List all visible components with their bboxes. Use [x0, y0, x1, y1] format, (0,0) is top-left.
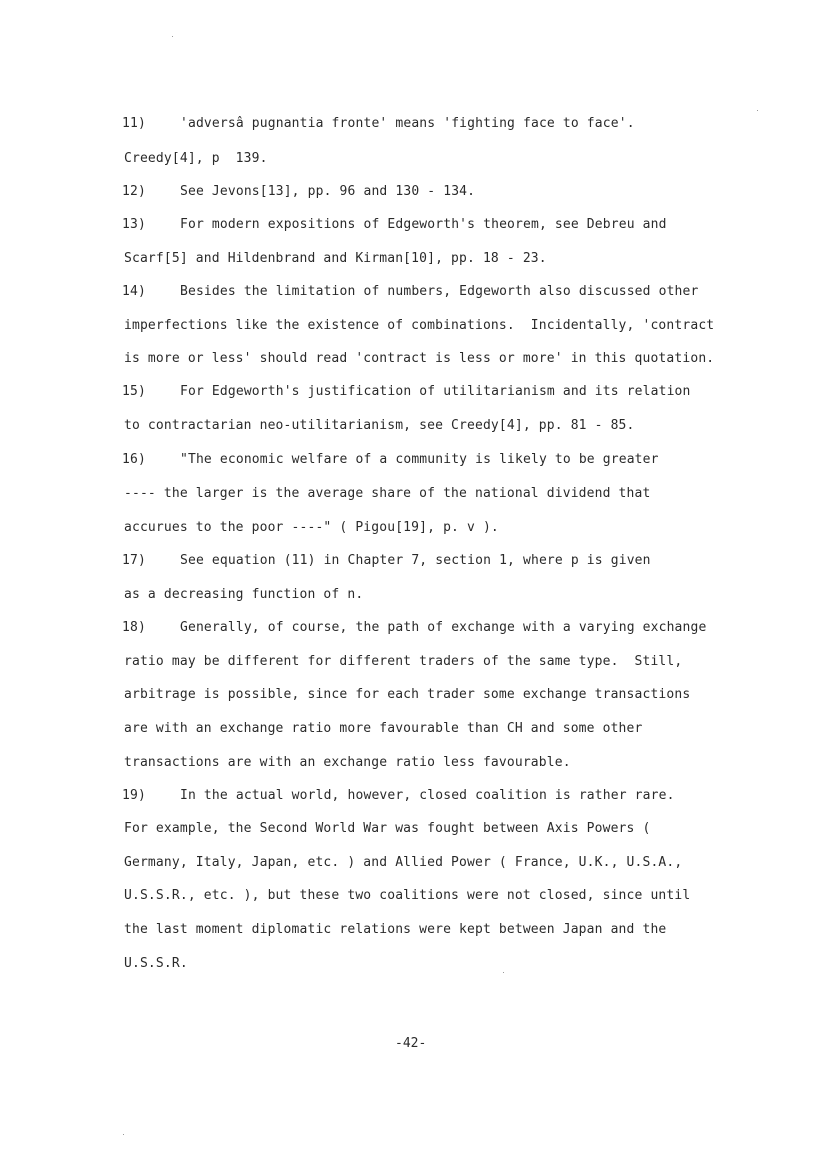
note-18-line-2: ratio may be different for different traders of the same type. Still,	[124, 654, 683, 669]
note-number: 11)	[122, 116, 146, 131]
note-number: 12)	[122, 184, 146, 199]
note-12-line-1	[122, 184, 475, 200]
note-text: 'adversâ pugnantia fronte' means 'fighting face to face'.	[180, 116, 635, 131]
note-18-line-4: are with an exchange ratio more favourable than CH and some other	[124, 721, 643, 736]
note-text: Besides the limitation of numbers, Edgeworth also discussed other	[180, 284, 699, 299]
note-number: 13)	[122, 217, 146, 232]
note-text: See Jevons[13], pp. 96 and 130 - 134.	[180, 184, 476, 199]
note-13-line-1	[122, 217, 667, 233]
note-19-line-5: the last moment diplomatic relations were kept between Japan and the	[124, 922, 667, 937]
note-14-line-1	[122, 284, 698, 300]
note-text: For modern expositions of Edgeworth's theorem, see Debreu and	[180, 217, 667, 232]
note-18-line-5: transactions are with an exchange ratio less favourable.	[124, 755, 571, 770]
note-number: 16)	[122, 452, 146, 467]
note-18-line-3: arbitrage is possible, since for each trader some exchange transactions	[124, 687, 691, 702]
note-number: 18)	[122, 620, 146, 635]
note-11-line-1	[122, 116, 635, 132]
note-text: In the actual world, however, closed coalition is rather rare.	[180, 788, 675, 803]
note-11-line-2: Creedy[4], p 139.	[124, 151, 268, 166]
note-17-line-1	[122, 553, 651, 569]
scan-speck	[123, 1134, 124, 1135]
note-19-line-4: U.S.S.R., etc. ), but these two coalitions were not closed, since until	[124, 888, 691, 903]
note-19-line-1	[122, 788, 675, 804]
note-number: 15)	[122, 384, 146, 399]
note-14-line-3: is more or less' should read 'contract is less or more' in this quotation.	[124, 351, 715, 366]
note-19-line-2: For example, the Second World War was fought between Axis Powers (	[124, 821, 651, 836]
note-19-line-6: U.S.S.R.	[124, 956, 188, 971]
scan-speck	[503, 972, 504, 973]
note-text: Generally, of course, the path of exchange with a varying exchange	[180, 620, 707, 635]
note-number: 14)	[122, 284, 146, 299]
note-16-line-1	[122, 452, 659, 468]
note-13-line-2: Scarf[5] and Hildenbrand and Kirman[10], pp. 18 - 23.	[124, 251, 547, 266]
scan-speck	[757, 110, 758, 111]
note-19-line-3: Germany, Italy, Japan, etc. ) and Allied Power ( France, U.K., U.S.A.,	[124, 855, 683, 870]
note-14-line-2: imperfections like the existence of combinations. Incidentally, 'contract	[124, 318, 715, 333]
note-17-line-2: as a decreasing function of n.	[124, 587, 364, 602]
scan-speck	[172, 36, 173, 37]
page-number: -42-	[395, 1036, 427, 1051]
note-text: See equation (11) in Chapter 7, section 1, where p is given	[180, 553, 651, 568]
note-15-line-2: to contractarian neo-utilitarianism, see Creedy[4], pp. 81 - 85.	[124, 418, 635, 433]
note-number: 17)	[122, 553, 146, 568]
note-15-line-1	[122, 384, 691, 400]
note-text: For Edgeworth's justification of utilitarianism and its relation	[180, 384, 691, 399]
note-number: 19)	[122, 788, 146, 803]
note-16-line-2: ---- the larger is the average share of the national dividend that	[124, 486, 651, 501]
note-text: "The economic welfare of a community is likely to be greater	[180, 452, 659, 467]
note-18-line-1	[122, 620, 706, 636]
note-16-line-3: accurues to the poor ----" ( Pigou[19], p. v ).	[124, 520, 499, 535]
